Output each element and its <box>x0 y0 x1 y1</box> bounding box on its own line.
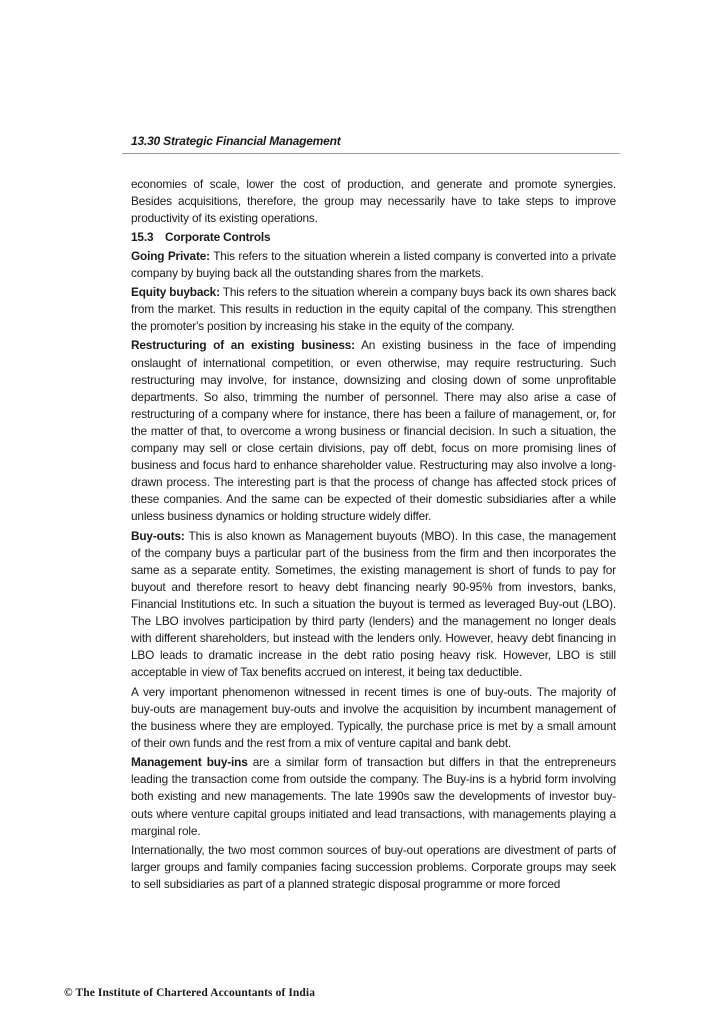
equity-buyback-term: Equity buyback: <box>131 284 220 299</box>
copyright-footer: © The Institute of Chartered Accountants of India <box>64 987 316 999</box>
going-private-term: Going Private: <box>131 248 210 263</box>
restructuring-paragraph <box>131 337 616 525</box>
section-number: 15.3 <box>131 230 154 245</box>
management-buyins-text: are a similar form of transaction but differs in that the entrepreneurs leading the transaction come from outside the company. The Buy-ins is a hybrid form involving both existing and new managements. The late 1990s saw the developments of investor buy-outs where venture capital groups initiated and lead transactions, with managements playing a marginal role. <box>131 755 617 838</box>
going-private-text: This refers to the situation wherein a listed company is converted into a private company by buying back all the outstanding shares from the markets. <box>131 248 616 280</box>
running-header: 13.30 Strategic Financial Management <box>131 134 341 148</box>
restructuring-term: Restructuring of an existing business: <box>131 338 355 353</box>
international-paragraph: Internationally, the two most common sources of buy-out operations are divestment of parts of larger groups and family companies facing succession problems. Corporate groups may seek to sell subsidiaries as part of a planned strategic disposal programme or more forced <box>131 842 616 892</box>
section-title: Corporate Controls <box>165 230 271 245</box>
going-private-paragraph <box>131 248 616 282</box>
page-body <box>131 176 616 895</box>
buyouts-term: Buy-outs: <box>131 528 185 543</box>
management-buyins-term: Management buy-ins <box>131 755 248 770</box>
equity-buyback-paragraph <box>131 284 616 335</box>
phenomenon-paragraph: A very important phenomenon witnessed in recent times is one of buy-outs. The majority of buy-outs are management buy-outs and involve the acquisition by incumbent management of the business where they are employed. Typically, the purchase price is met by a small amount of their own funds and the rest from a mix of venture capital and bank debt. <box>131 684 616 750</box>
section-heading <box>131 229 616 246</box>
restructuring-text: An existing business in the face of impending onslaught of international competition, or even otherwise, may require restructuring. Such restructuring may involve, for instance, downsizing and closing down of some unprofitable departments. So also, trimming the number of personnel. There may also arise a case of restructuring of a company where for instance, there has been a failure of management, or, for the matter of that, to overcome a wrong business or financial decision. In such a situation, the company may sell or close certain divisions, pay off debt, focus on more promising lines of business and focus hard to enhance shareholder value. Restructuring may also involve a long-drawn process. The interesting part is that the process of change has affected stock prices of these companies. And the same can be expected of their domestic subsidiaries after a while unless business dynamics or holding structure widely differ. <box>131 338 616 524</box>
intro-paragraph: economies of scale, lower the cost of production, and generate and promote synergies. Besides acquisitions, therefore, the group may necessarily have to take steps to improve productivity of its existing operations. <box>131 177 616 226</box>
header-divider <box>122 153 620 154</box>
equity-buyback-text: This refers to the situation wherein a company buys back its own shares back from the market. This results in reduction in the equity capital of the company. This strengthen the promoter's position by increasing his stake in the equity of the company. <box>131 284 616 334</box>
buyouts-paragraph <box>131 528 616 682</box>
management-buyins-paragraph <box>131 754 616 839</box>
buyouts-text: This is also known as Management buyouts (MBO). In this case, the management of the company buys a particular part of the business from the firm and then incorporates the same as a separate entity. Sometimes, the existing management is short of funds to pay for buyout and therefore resort to heavy debt financing nearly 90-95% from investors, banks, Financial Institutions etc. In such a situation the buyout is termed as leveraged Buy-out (LBO). The LBO involves participation by third party (lenders) and the management no longer deals with different shareholders, but instead with the lenders only. However, heavy debt financing in LBO leads to dramatic increase in the debt ratio posing heavy risk. However, LBO is still acceptable in view of Tax benefits accrued on interest, it being tax deductible. <box>131 528 616 680</box>
